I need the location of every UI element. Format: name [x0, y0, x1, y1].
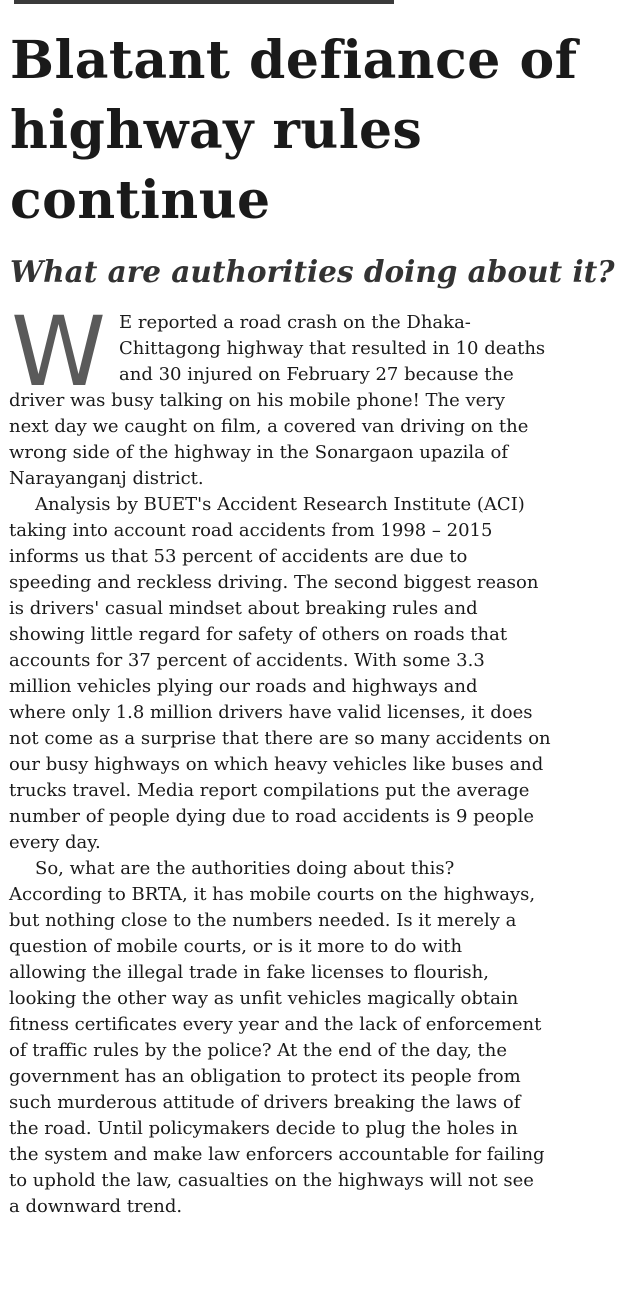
text-line: where only 1.8 million drivers have valid licenses, it does	[9, 702, 533, 723]
text-line: to uphold the law, casualties on the highways will not see	[9, 1170, 534, 1191]
text-line: taking into account road accidents from 1998 – 2015	[9, 520, 493, 541]
drop-cap: W	[11, 296, 102, 408]
headline-line: highway rules	[10, 100, 423, 161]
text-line: but nothing close to the numbers needed. Is it merely a	[9, 910, 517, 931]
text-line: allowing the illegal trade in fake licenses to flourish,	[9, 962, 489, 983]
text-line: informs us that 53 percent of accidents are due to	[9, 546, 468, 567]
text-line: question of mobile courts, or is it more to do with	[9, 936, 463, 957]
text-line: wrong side of the highway in the Sonargaon upazila of	[9, 442, 509, 463]
text-line: trucks travel. Media report compilations put the average	[9, 780, 530, 801]
text-line: Analysis by BUET's Accident Research Institute (ACI)	[35, 494, 525, 515]
text-line: accounts for 37 percent of accidents. With some 3.3	[9, 650, 485, 671]
text-line: next day we caught on film, a covered van driving on the	[9, 416, 529, 437]
subheadline: What are authorities doing about it?	[10, 254, 615, 289]
text-line: is drivers' casual mindset about breaking rules and	[9, 598, 478, 619]
text-line: Chittagong highway that resulted in 10 deaths	[119, 338, 546, 359]
text-line: every day.	[9, 832, 101, 853]
headline	[10, 26, 620, 236]
text-line: the road. Until policymakers decide to plug the holes in	[9, 1118, 518, 1139]
text-line: and 30 injured on February 27 because the	[119, 364, 514, 385]
text-line: government has an obligation to protect its people from	[9, 1066, 521, 1087]
text-line: Narayanganj district.	[9, 468, 204, 489]
text-line: million vehicles plying our roads and highways and	[9, 676, 478, 697]
text-line: of traffic rules by the police? At the end of the day, the	[9, 1040, 507, 1061]
text-line: E reported a road crash on the Dhaka-	[119, 312, 471, 333]
text-line: our busy highways on which heavy vehicles like buses and	[9, 754, 544, 775]
text-line: showing little regard for safety of others on roads that	[9, 624, 508, 645]
text-line: the system and make law enforcers accountable for failing	[9, 1144, 545, 1165]
top-rule	[14, 0, 394, 4]
headline-line: Blatant defiance of	[10, 30, 578, 91]
text-line: not come as a surprise that there are so many accidents on	[9, 728, 551, 749]
text-line: such murderous attitude of drivers breaking the laws of	[9, 1092, 521, 1113]
headline-line: continue	[10, 170, 271, 231]
text-line: driver was busy talking on his mobile phone! The very	[9, 390, 506, 411]
text-line: According to BRTA, it has mobile courts on the highways,	[9, 884, 536, 905]
text-line: speeding and reckless driving. The second biggest reason	[9, 572, 539, 593]
text-line: fitness certificates every year and the lack of enforcement	[9, 1014, 542, 1035]
text-line: number of people dying due to road accidents is 9 people	[9, 806, 535, 827]
text-line: looking the other way as unfit vehicles magically obtain	[9, 988, 519, 1009]
text-line: So, what are the authorities doing about this?	[35, 858, 455, 879]
article-body	[9, 296, 621, 1220]
text-line: a downward trend.	[9, 1196, 183, 1217]
